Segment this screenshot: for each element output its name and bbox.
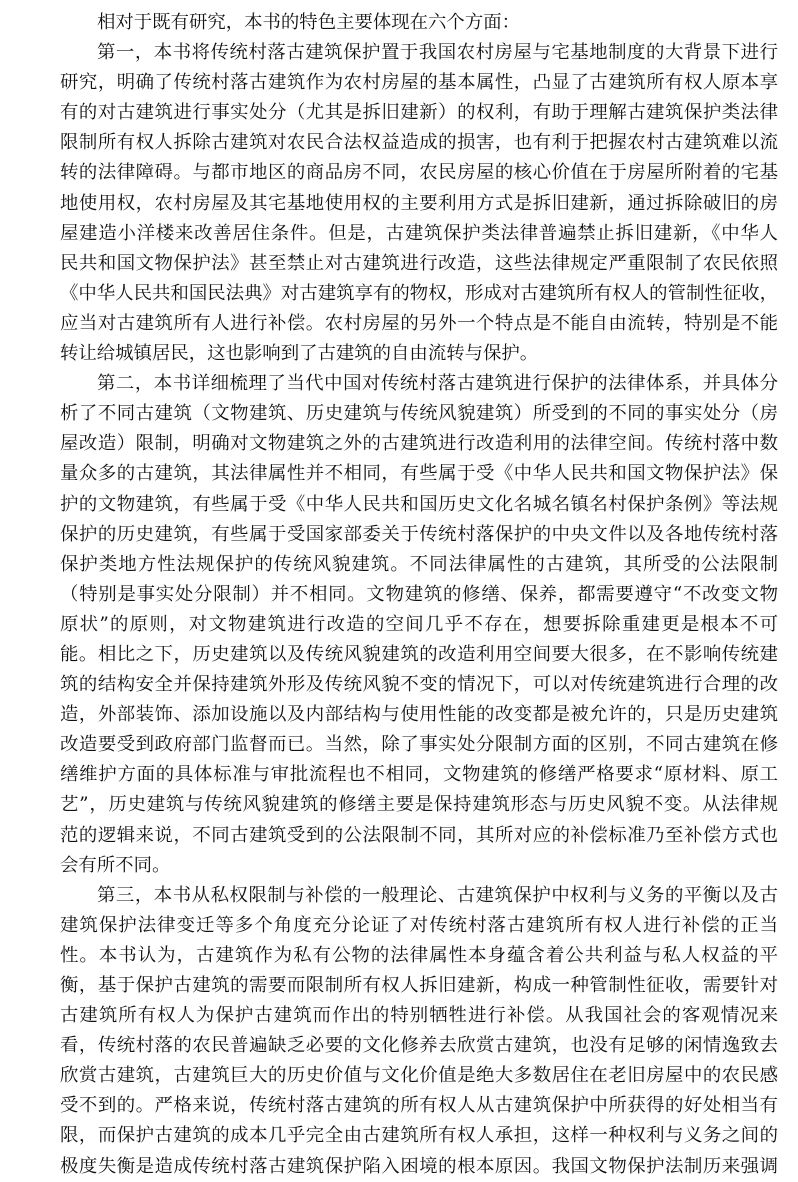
text-line: 建筑保护法律变迁等多个角度充分论证了对传统村落古建筑所有权人进行补偿的正当	[60, 914, 778, 936]
text-line: 看，传统村落的农民普遍缺乏必要的文化修养去欣赏古建筑，也没有足够的闲情逸致去	[60, 1035, 778, 1057]
document-page	[60, 8, 778, 1182]
text-line: （特别是事实处分限制）并不相同。文物建筑的修缮、保养，都需要遵守“不改变文物	[60, 583, 778, 605]
text-line: 相对于既有研究，本书的特色主要体现在六个方面：	[97, 12, 520, 33]
text-line: 限制所有权人拆除古建筑对农民合法权益造成的损害，也有利于把握农村古建筑难以流	[60, 132, 778, 154]
text-line: 应当对古建筑所有人进行补偿。农村房屋的另外一个特点是不能自由流转，特别是不能	[60, 312, 778, 334]
text-line: 护的文物建筑，有些属于受《中华人民共和国历史文化名城名镇名村保护条例》等法规	[60, 493, 778, 515]
text-line: 《中华人民共和国民法典》对古建筑享有的物权，形成对古建筑所有权人的管制性征收，	[60, 282, 778, 304]
text-line: 第一，本书将传统村落古建筑保护置于我国农村房屋与宅基地制度的大背景下进行	[97, 42, 778, 64]
text-line: 屋建造小洋楼来改善居住条件。但是，古建筑保护类法律普遍禁止拆旧建新，《中华人	[60, 222, 778, 244]
text-line: 古建筑所有权人为保护古建筑而作出的特别牺牲进行补偿。从我国社会的客观情况来	[60, 1005, 778, 1027]
text-line: 极度失衡是造成传统村落古建筑保护陷入困境的根本原因。我国文物保护法制历来强调	[60, 1155, 778, 1177]
text-line: 研究，明确了传统村落古建筑作为农村房屋的基本属性，凸显了古建筑所有权人原本享	[60, 72, 778, 94]
text-line: 会有所不同。	[60, 854, 171, 876]
text-line: 性。本书认为，古建筑作为私有公物的法律属性本身蕴含着公共利益与私人权益的平	[60, 944, 778, 966]
text-line: 转让给城镇居民，这也影响到了古建筑的自由流转与保护。	[60, 343, 539, 365]
text-line: 保护的历史建筑，有些属于受国家部委关于传统村落保护的中央文件以及各地传统村落	[60, 523, 778, 545]
text-line: 能。相比之下，历史建筑以及传统风貌建筑的改造利用空间要大很多，在不影响传统建	[60, 643, 778, 665]
text-line: 量众多的古建筑，其法律属性并不相同，有些属于受《中华人民共和国文物保护法》保	[60, 463, 778, 485]
text-line: 有的对古建筑进行事实处分（尤其是拆旧建新）的权利，有助于理解古建筑保护类法律	[60, 102, 778, 124]
text-line: 第三，本书从私权限制与补偿的一般理论、古建筑保护中权利与义务的平衡以及古	[97, 884, 778, 906]
text-line: 地使用权，农村房屋及其宅基地使用权的主要利用方式是拆旧建新，通过拆除破旧的房	[60, 192, 778, 214]
text-line: 衡，基于保护古建筑的需要而限制所有权人拆旧建新，构成一种管制性征收，需要针对	[60, 975, 778, 996]
text-line: 范的逻辑来说，不同古建筑受到的公法限制不同，其所对应的补偿标准乃至补偿方式也	[60, 824, 778, 846]
text-line: 缮维护方面的具体标准与审批流程也不相同，文物建筑的修缮严格要求“原材料、原工	[60, 764, 778, 786]
text-line: 原状”的原则，对文物建筑进行改造的空间几乎不存在，想要拆除重建更是根本不可	[60, 613, 778, 635]
text-line: 欣赏古建筑，古建筑巨大的历史价值与文化价值是绝大多数居住在老旧房屋中的农民感	[60, 1065, 778, 1087]
text-line: 筑的结构安全并保持建筑外形及传统风貌不变的情况下，可以对传统建筑进行合理的改	[60, 674, 778, 696]
text-line: 第二，本书详细梳理了当代中国对传统村落古建筑进行保护的法律体系，并具体分	[97, 373, 778, 395]
text-line: 析了不同古建筑（文物建筑、历史建筑与传统风貌建筑）所受到的不同的事实处分（房	[60, 403, 778, 425]
text-line: 限，而保护古建筑的成本几乎完全由古建筑所有权人承担，这样一种权利与义务之间的	[60, 1125, 778, 1147]
text-line: 受不到的。严格来说，传统村落古建筑的所有权人从古建筑保护中所获得的好处相当有	[60, 1095, 778, 1117]
text-line: 造，外部装饰、添加设施以及内部结构与使用性能的改变都是被允许的，只是历史建筑	[60, 704, 778, 726]
text-line: 改造要受到政府部门监督而已。当然，除了事实处分限制方面的区别，不同古建筑在修	[60, 734, 778, 756]
text-line: 艺”，历史建筑与传统风貌建筑的修缮主要是保持建筑形态与历史风貌不变。从法律规	[60, 794, 778, 816]
text-line: 转的法律障碍。与都市地区的商品房不同，农民房屋的核心价值在于房屋所附着的宅基	[60, 162, 778, 184]
text-line: 民共和国文物保护法》甚至禁止对古建筑进行改造，这些法律规定严重限制了农民依照	[60, 252, 778, 274]
text-line: 屋改造）限制，明确对文物建筑之外的古建筑进行改造利用的法律空间。传统村落中数	[60, 433, 778, 455]
text-line: 保护类地方性法规保护的传统风貌建筑。不同法律属性的古建筑，其所受的公法限制	[60, 553, 778, 575]
